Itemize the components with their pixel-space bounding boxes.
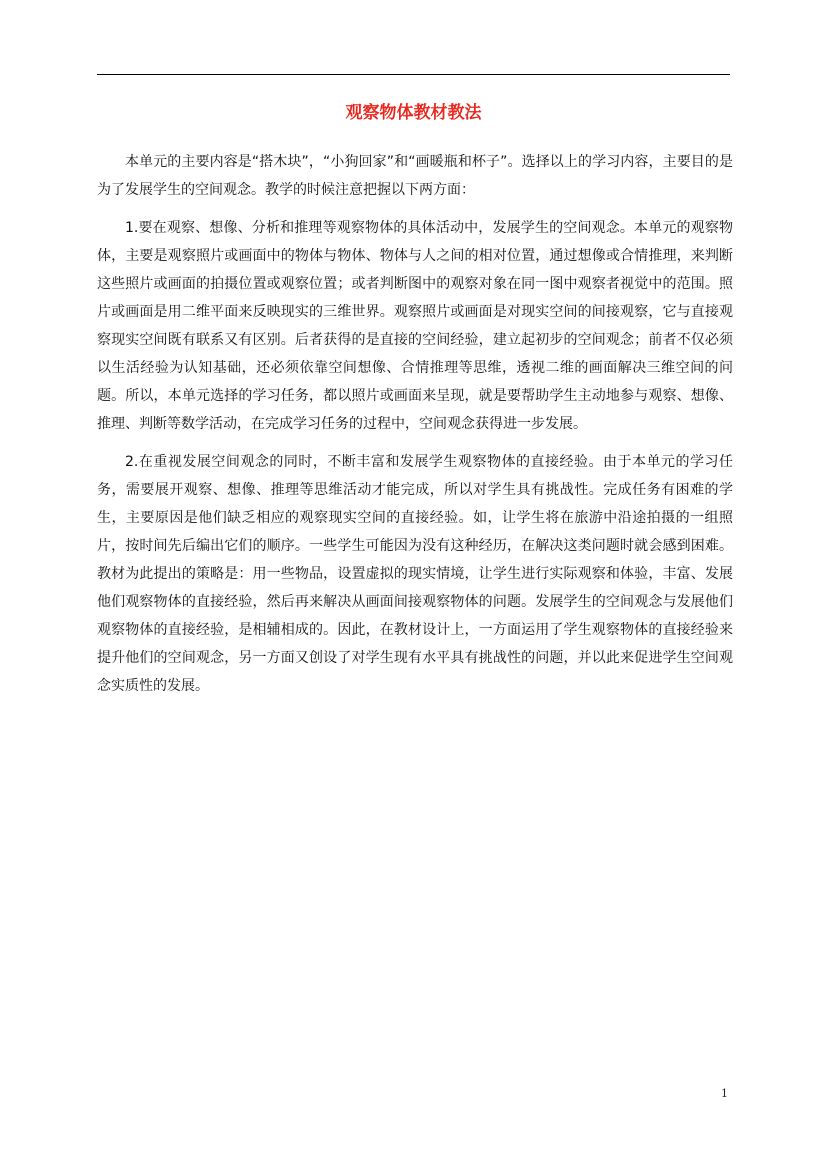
paragraph-intro: 本单元的主要内容是“搭木块”，“小狗回家”和“画暖瓶和杯子”。选择以上的学习内容，主要目的是为了发展学生的空间观念。教学的时候注意把握以下两方面： <box>97 154 733 198</box>
page-number: 1 <box>721 1087 728 1100</box>
document-title: 观察物体教材教法 <box>345 103 482 123</box>
header-rule <box>97 74 730 75</box>
document-body <box>97 148 733 700</box>
paragraph-point-1: 1.要在观察、想像、分析和推理等观察物体的具体活动中，发展学生的空间观念。本单元的观察物体，主要是观察照片或画面中的物体与物体、物体与人之间的相对位置，通过想像或合情推理，来判断这些照片或画面的拍摄位置或观察位置；或者判断图中的观察对象在同一图中观察者视觉中的范围。照片或画面是用二维平面来反映现实的三维世界。观察照片或画面是对现实空间的间接观察，它与直接观察现实空间既有联系又有区别。后者获得的是直接的空间经验，建立起初步的空间观念；前者不仅必须以生活经验为认知基础，还必须依靠空间想像、合情推理等思维，透视二维的画面解决三维空间的问题。所以，本单元选择的学习任务，都以照片或画面来呈现，就是要帮助学生主动地参与观察、想像、推理、判断等数学活动，在完成学习任务的过程中，空间观念获得进一步发展。 <box>97 220 733 432</box>
paragraph-point-2: 2.在重视发展空间观念的同时，不断丰富和发展学生观察物体的直接经验。由于本单元的学习任务，需要展开观察、想像、推理等思维活动才能完成，所以对学生具有挑战性。完成任务有困难的学生，主要原因是他们缺乏相应的观察现实空间的直接经验。如，让学生将在旅游中沿途拍摄的一组照片，按时间先后编出它们的顺序。一些学生可能因为没有这种经历，在解决这类问题时就会感到困难。教材为此提出的策略是：用一些物品，设置虚拟的现实情境，让学生进行实际观察和体验，丰富、发展他们观察物体的直接经验，然后再来解决从画面间接观察物体的问题。发展学生的空间观念与发展他们观察物体的直接经验，是相辅相成的。因此，在教材设计上，一方面运用了学生观察物体的直接经验来提升他们的空间观念，另一方面又创设了对学生现有水平具有挑战性的问题，并以此来促进学生空间观念实质性的发展。 <box>97 454 733 694</box>
